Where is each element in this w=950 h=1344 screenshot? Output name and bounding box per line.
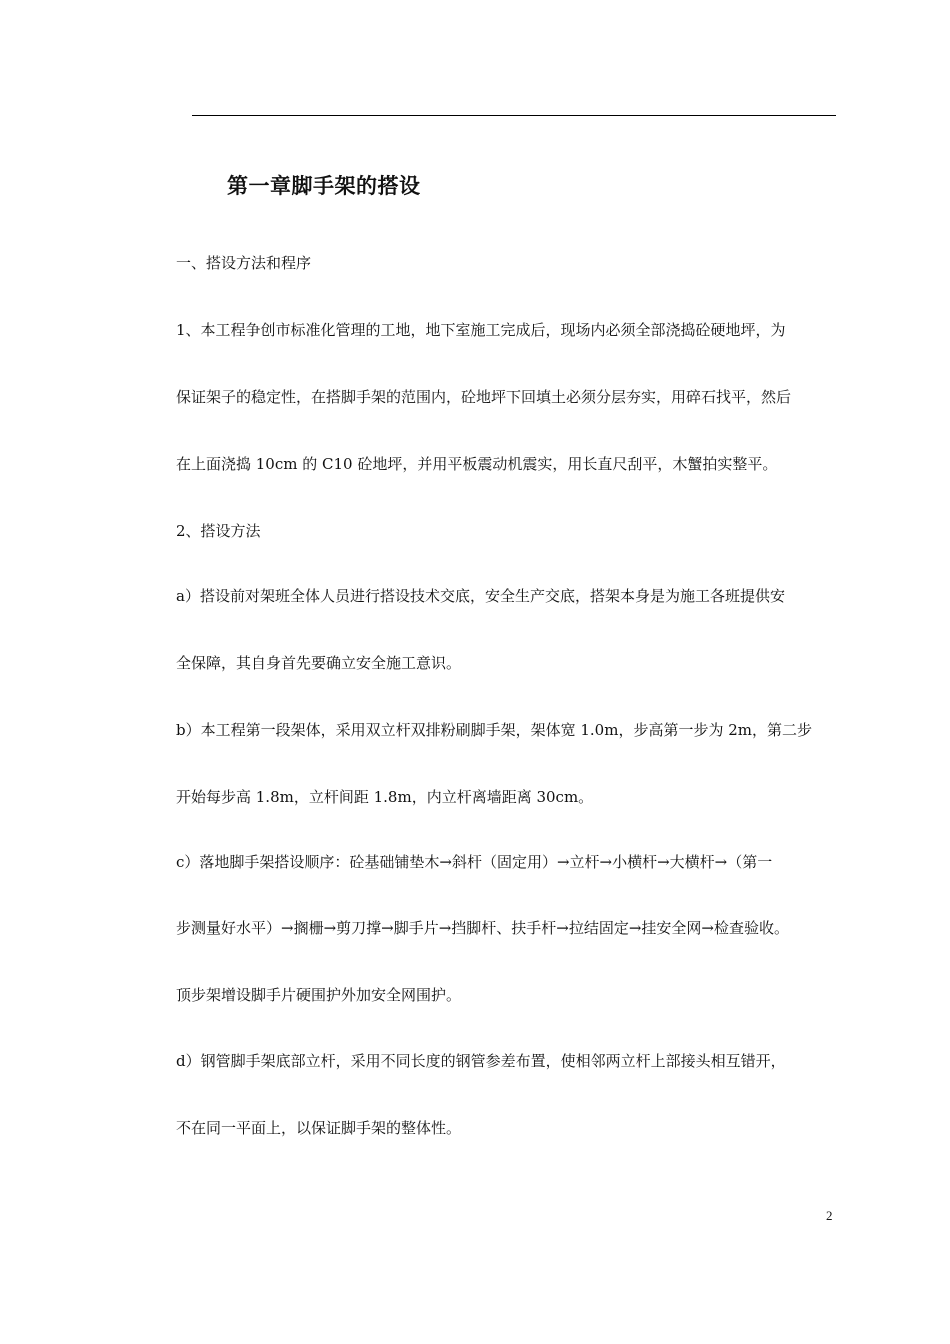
paragraph-line: 1、本工程争创市标准化管理的工地，地下室施工完成后，现场内必须全部浇捣砼硬地坪，为 xyxy=(176,321,786,339)
paragraph-line: 全保障，其自身首先要确立安全施工意识。 xyxy=(176,654,462,672)
paragraph-line: 保证架子的稳定性，在搭脚手架的范围内，砼地坪下回填土必须分层夯实，用碎石找平，然后 xyxy=(176,388,792,406)
paragraph-line: 步测量好水平）→搁栅→剪刀撑→脚手片→挡脚杆、扶手杆→拉结固定→挂安全网→检查验收。 xyxy=(176,919,789,937)
subsection-heading: 2、搭设方法 xyxy=(176,522,261,540)
paragraph-line: 在上面浇捣 10cm 的 C10 砼地坪，并用平板震动机震实，用长直尺刮平，木蟹拍实整平。 xyxy=(176,455,778,473)
chapter-title: 第一章脚手架的搭设 xyxy=(227,174,421,198)
paragraph-line: d）钢管脚手架底部立杆，采用不同长度的钢管参差布置，使相邻两立杆上部接头相互错开， xyxy=(176,1052,786,1070)
page-number: 2 xyxy=(826,1208,833,1223)
paragraph-line: c）落地脚手架搭设顺序：砼基础铺垫木→斜杆（固定用）→立杆→小横杆→大横杆→（第一 xyxy=(176,853,773,871)
section-heading: 一、搭设方法和程序 xyxy=(176,254,312,272)
paragraph-line: 不在同一平面上，以保证脚手架的整体性。 xyxy=(176,1119,462,1137)
paragraph-line: 顶步架增设脚手片硬围护外加安全网围护。 xyxy=(176,986,462,1004)
paragraph-line: a）搭设前对架班全体人员进行搭设技术交底，安全生产交底，搭架本身是为施工各班提供安 xyxy=(176,587,785,605)
paragraph-line: 开始每步高 1.8m，立杆间距 1.8m，内立杆离墙距离 30cm。 xyxy=(176,788,594,806)
paragraph-line: b）本工程第一段架体，采用双立杆双排粉刷脚手架，架体宽 1.0m，步高第一步为 2m，第二步 xyxy=(176,721,812,739)
header-rule xyxy=(192,115,836,116)
